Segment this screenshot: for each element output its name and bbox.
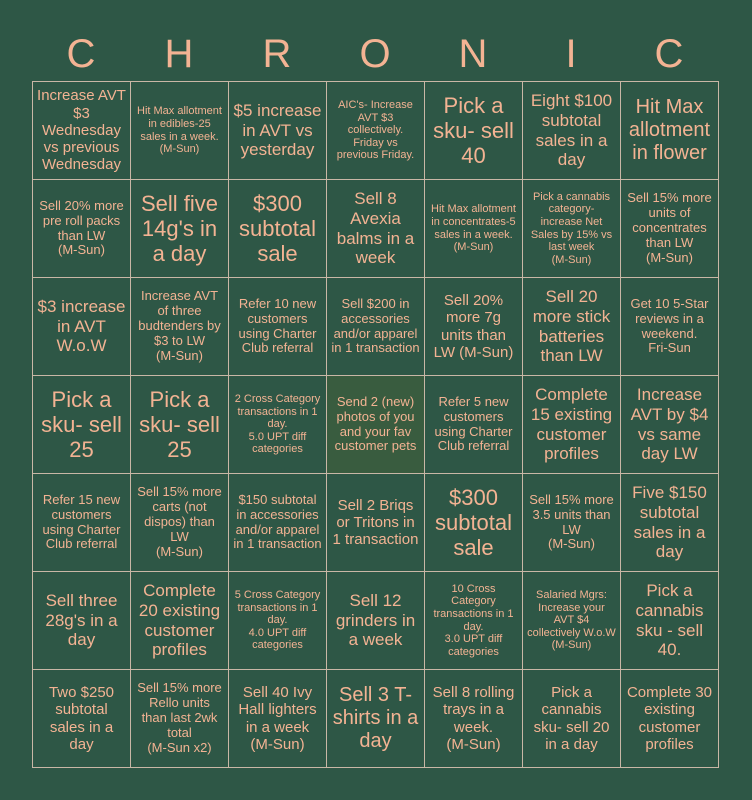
bingo-cell[interactable]: Hit Max allotment in flower	[621, 82, 719, 180]
bingo-cell[interactable]: Pick a cannabis sku - sell 40.	[621, 572, 719, 670]
bingo-cell[interactable]: Refer 10 new customers using Charter Club referral	[229, 278, 327, 376]
bingo-cell[interactable]: $300 subtotal sale	[229, 180, 327, 278]
bingo-cell[interactable]: $3 increase in AVT W.o.W	[33, 278, 131, 376]
bingo-cell[interactable]: Sell 20% more 7g units than LW (M-Sun)	[425, 278, 523, 376]
bingo-cell[interactable]: AIC's- Increase AVT $3 collectively. Friday vs previous Friday.	[327, 82, 425, 180]
bingo-cell[interactable]: Pick a sku- sell 25	[131, 376, 229, 474]
bingo-cell[interactable]: Refer 5 new customers using Charter Club referral	[425, 376, 523, 474]
bingo-cell[interactable]: 5 Cross Category transactions in 1 day. 4.0 UPT diff categories	[229, 572, 327, 670]
bingo-cell[interactable]: Hit Max allotment in edibles-25 sales in a week. (M-Sun)	[131, 82, 229, 180]
bingo-cell-highlighted[interactable]: Send 2 (new) photos of you and your fav customer pets	[327, 376, 425, 474]
bingo-cell[interactable]: Pick a sku- sell 25	[33, 376, 131, 474]
bingo-cell[interactable]: Sell 15% more 3.5 units than LW (M-Sun)	[523, 474, 621, 572]
bingo-cell[interactable]: Pick a cannabis category- increase Net Sales by 15% vs last week (M-Sun)	[523, 180, 621, 278]
bingo-cell[interactable]: $150 subtotal in accessories and/or apparel in 1 transaction	[229, 474, 327, 572]
title-letter-c2: C	[654, 32, 684, 76]
bingo-cell[interactable]: Hit Max allotment in concentrates-5 sales in a week. (M-Sun)	[425, 180, 523, 278]
bingo-cell[interactable]: 2 Cross Category transactions in 1 day. 5.0 UPT diff categories	[229, 376, 327, 474]
title-letter-c1: C	[66, 32, 96, 76]
bingo-cell[interactable]: Sell 40 Ivy Hall lighters in a week (M-Sun)	[229, 670, 327, 768]
title-letter-h: H	[164, 32, 194, 76]
title-letter-i: I	[565, 32, 577, 76]
bingo-cell[interactable]: Complete 15 existing customer profiles	[523, 376, 621, 474]
bingo-cell[interactable]: $5 increase in AVT vs yesterday	[229, 82, 327, 180]
bingo-cell[interactable]: Pick a sku- sell 40	[425, 82, 523, 180]
bingo-cell[interactable]: Sell 2 Briqs or Tritons in 1 transaction	[327, 474, 425, 572]
bingo-cell[interactable]: Sell 15% more carts (not dispos) than LW (M-Sun)	[131, 474, 229, 572]
bingo-cell[interactable]: Increase AVT $3 Wednesday vs previous Wednesday	[33, 82, 131, 180]
bingo-cell[interactable]: Two $250 subtotal sales in a day	[33, 670, 131, 768]
bingo-cell[interactable]: Sell 20 more stick batteries than LW	[523, 278, 621, 376]
bingo-cell[interactable]: Complete 30 existing customer profiles	[621, 670, 719, 768]
bingo-cell[interactable]: Complete 20 existing customer profiles	[131, 572, 229, 670]
bingo-cell[interactable]: Sell three 28g's in a day	[33, 572, 131, 670]
bingo-cell[interactable]: Eight $100 subtotal sales in a day	[523, 82, 621, 180]
title-letter-n: N	[458, 32, 488, 76]
bingo-cell[interactable]: Sell 3 T-shirts in a day	[327, 670, 425, 768]
bingo-cell[interactable]: Increase AVT by $4 vs same day LW	[621, 376, 719, 474]
bingo-cell[interactable]: Sell five 14g's in a day	[131, 180, 229, 278]
bingo-cell[interactable]: Salaried Mgrs: Increase your AVT $4 collectively W.o.W (M-Sun)	[523, 572, 621, 670]
bingo-cell[interactable]: Sell 8 rolling trays in a week. (M-Sun)	[425, 670, 523, 768]
bingo-cell[interactable]: 10 Cross Category transactions in 1 day. 3.0 UPT diff categories	[425, 572, 523, 670]
title-letter-r: R	[262, 32, 292, 76]
bingo-cell[interactable]: Sell 8 Avexia balms in a week	[327, 180, 425, 278]
bingo-cell[interactable]: Refer 15 new customers using Charter Club referral	[33, 474, 131, 572]
bingo-cell[interactable]: Pick a cannabis sku- sell 20 in a day	[523, 670, 621, 768]
title-letter-o: O	[359, 32, 391, 76]
bingo-cell[interactable]: Get 10 5-Star reviews in a weekend. Fri-Sun	[621, 278, 719, 376]
bingo-cell[interactable]: Sell 12 grinders in a week	[327, 572, 425, 670]
bingo-cell[interactable]: Increase AVT of three budtenders by $3 to LW (M-Sun)	[131, 278, 229, 376]
bingo-cell[interactable]: Sell $200 in accessories and/or apparel in 1 transaction	[327, 278, 425, 376]
bingo-cell[interactable]: Sell 20% more pre roll packs than LW (M-Sun)	[33, 180, 131, 278]
board-title	[32, 30, 718, 78]
bingo-cell[interactable]: Sell 15% more Rello units than last 2wk total (M-Sun x2)	[131, 670, 229, 768]
bingo-cell[interactable]: Sell 15% more units of concentrates than LW (M-Sun)	[621, 180, 719, 278]
bingo-cell[interactable]: Five $150 subtotal sales in a day	[621, 474, 719, 572]
bingo-cell[interactable]: $300 subtotal sale	[425, 474, 523, 572]
bingo-grid	[32, 81, 719, 768]
